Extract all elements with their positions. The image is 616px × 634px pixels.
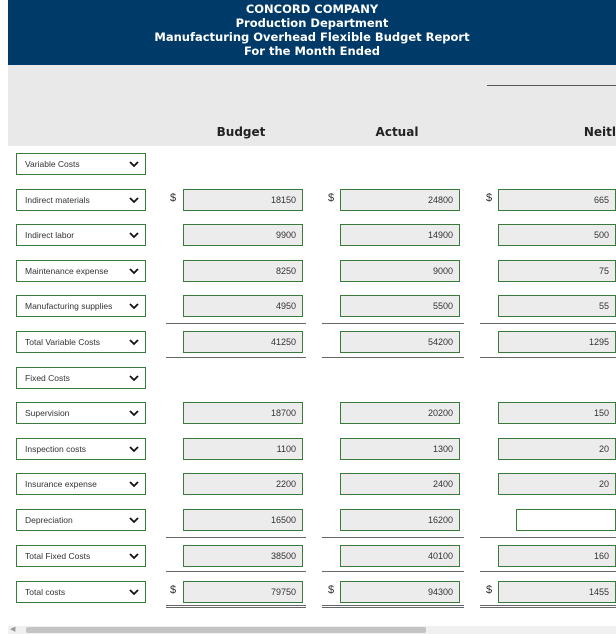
subtotal-rule: [480, 537, 616, 538]
chevron-down-icon: [128, 442, 140, 456]
neither-input-total-variable-costs[interactable]: 1295: [498, 331, 616, 353]
row-select-supervision[interactable]: [16, 402, 146, 424]
actual-input-indirect-materials[interactable]: 24800: [340, 189, 460, 211]
scrollbar-thumb[interactable]: [26, 627, 426, 633]
currency-symbol: $: [486, 192, 493, 204]
row-select-indirect-labor[interactable]: [16, 224, 146, 246]
double-rule: [322, 607, 464, 608]
select-label: Insurance expense: [25, 479, 97, 489]
budget-input-total-variable-costs[interactable]: 41250: [183, 331, 303, 353]
row-select-maintenance-expense[interactable]: [16, 260, 146, 282]
neither-input-insurance-expense[interactable]: 20: [498, 473, 616, 495]
select-label: Total Variable Costs: [25, 337, 100, 347]
select-label: Fixed Costs: [25, 373, 70, 383]
row-select-inspection-costs[interactable]: [16, 438, 146, 460]
chevron-down-icon: [128, 264, 140, 278]
currency-symbol: $: [486, 584, 493, 596]
actual-input-inspection-costs[interactable]: 1300: [340, 438, 460, 460]
subtotal-rule: [166, 537, 306, 538]
chevron-down-icon: [128, 585, 140, 599]
currency-symbol: $: [170, 192, 177, 204]
currency-symbol: $: [328, 192, 335, 204]
budget-input-insurance-expense[interactable]: 2200: [183, 473, 303, 495]
budget-input-inspection-costs[interactable]: 1100: [183, 438, 303, 460]
neither-input-depreciation[interactable]: [516, 509, 616, 531]
chevron-down-icon: [128, 549, 140, 563]
actual-input-supervision[interactable]: 20200: [340, 402, 460, 424]
department-name: Production Department: [235, 16, 389, 30]
chevron-down-icon: [128, 513, 140, 527]
double-rule: [166, 605, 306, 606]
double-rule: [322, 605, 464, 606]
neither-input-manufacturing-supplies[interactable]: 55: [498, 295, 616, 317]
company-name: CONCORD COMPANY: [245, 2, 379, 16]
select-label: Maintenance expense: [25, 266, 109, 276]
budget-input-total-costs[interactable]: 79750: [183, 581, 303, 603]
neither-input-total-fixed-costs[interactable]: 160: [498, 545, 616, 567]
header-rule: [487, 85, 616, 86]
budget-input-indirect-labor[interactable]: 9900: [183, 224, 303, 246]
subtotal-rule: [480, 323, 616, 324]
select-label: Indirect labor: [25, 230, 75, 240]
neither-input-indirect-labor[interactable]: 500: [498, 224, 616, 246]
column-header-actual: Actual: [375, 125, 419, 139]
select-label: Depreciation: [25, 515, 73, 525]
select-label: Total costs: [25, 587, 66, 597]
row-select-indirect-materials[interactable]: [16, 189, 146, 211]
row-select-total-costs[interactable]: [16, 581, 146, 603]
neither-input-maintenance-expense[interactable]: 75: [498, 260, 616, 282]
actual-input-maintenance-expense[interactable]: 9000: [340, 260, 460, 282]
column-header-budget: Budget: [216, 125, 266, 139]
actual-input-insurance-expense[interactable]: 2400: [340, 473, 460, 495]
actual-input-indirect-labor[interactable]: 14900: [340, 224, 460, 246]
report-header: [8, 0, 616, 65]
row-select-insurance-expense[interactable]: [16, 473, 146, 495]
neither-input-supervision[interactable]: 150: [498, 402, 616, 424]
chevron-down-icon: [128, 335, 140, 349]
total-rule: [322, 571, 464, 572]
chevron-down-icon: [128, 371, 140, 385]
chevron-down-icon: [128, 406, 140, 420]
actual-input-total-fixed-costs[interactable]: 40100: [340, 545, 460, 567]
subtotal-rule: [166, 323, 306, 324]
chevron-down-icon: [128, 228, 140, 242]
currency-symbol: $: [170, 584, 177, 596]
row-select-manufacturing-supplies[interactable]: [16, 295, 146, 317]
select-label: Variable Costs: [25, 159, 80, 169]
neither-input-indirect-materials[interactable]: 665: [498, 189, 616, 211]
row-select-depreciation[interactable]: [16, 509, 146, 531]
actual-input-depreciation[interactable]: 16200: [340, 509, 460, 531]
budget-input-total-fixed-costs[interactable]: 38500: [183, 545, 303, 567]
actual-input-total-variable-costs[interactable]: 54200: [340, 331, 460, 353]
select-label: Total Fixed Costs: [25, 551, 91, 561]
neither-input-inspection-costs[interactable]: 20: [498, 438, 616, 460]
currency-symbol: $: [328, 584, 335, 596]
actual-input-total-costs[interactable]: 94300: [340, 581, 460, 603]
row-select-total-fixed-costs[interactable]: [16, 545, 146, 567]
budget-input-indirect-materials[interactable]: 18150: [183, 189, 303, 211]
row-select-total-variable-costs[interactable]: [16, 331, 146, 353]
double-rule: [480, 607, 616, 608]
total-rule: [166, 357, 306, 358]
actual-input-manufacturing-supplies[interactable]: 5500: [340, 295, 460, 317]
select-label: Indirect materials: [25, 195, 90, 205]
subtotal-rule: [322, 323, 464, 324]
chevron-down-icon: [128, 193, 140, 207]
select-label: Manufacturing supplies: [25, 301, 113, 311]
total-rule: [480, 357, 616, 358]
double-rule: [166, 607, 306, 608]
section-select-fixed-costs[interactable]: [16, 367, 146, 389]
double-rule: [480, 605, 616, 606]
budget-input-supervision[interactable]: 18700: [183, 402, 303, 424]
chevron-down-icon: [128, 157, 140, 171]
chevron-down-icon: [128, 299, 140, 313]
report-period: For the Month Ended: [244, 44, 380, 58]
scroll-left-icon[interactable]: ◀: [10, 626, 16, 633]
report-title: Manufacturing Overhead Flexible Budget Report: [154, 30, 470, 44]
chevron-down-icon: [128, 477, 140, 491]
budget-input-depreciation[interactable]: 16500: [183, 509, 303, 531]
select-label: Inspection costs: [25, 444, 86, 454]
total-rule: [166, 571, 306, 572]
column-header-neither: Neitl: [583, 125, 616, 139]
budget-input-maintenance-expense[interactable]: 8250: [183, 260, 303, 282]
neither-input-total-costs[interactable]: 1455: [498, 581, 616, 603]
section-select-variable-costs[interactable]: [16, 153, 146, 175]
select-label: Supervision: [25, 408, 70, 418]
total-rule: [480, 571, 616, 572]
total-rule: [322, 357, 464, 358]
budget-input-manufacturing-supplies[interactable]: 4950: [183, 295, 303, 317]
subtotal-rule: [322, 537, 464, 538]
